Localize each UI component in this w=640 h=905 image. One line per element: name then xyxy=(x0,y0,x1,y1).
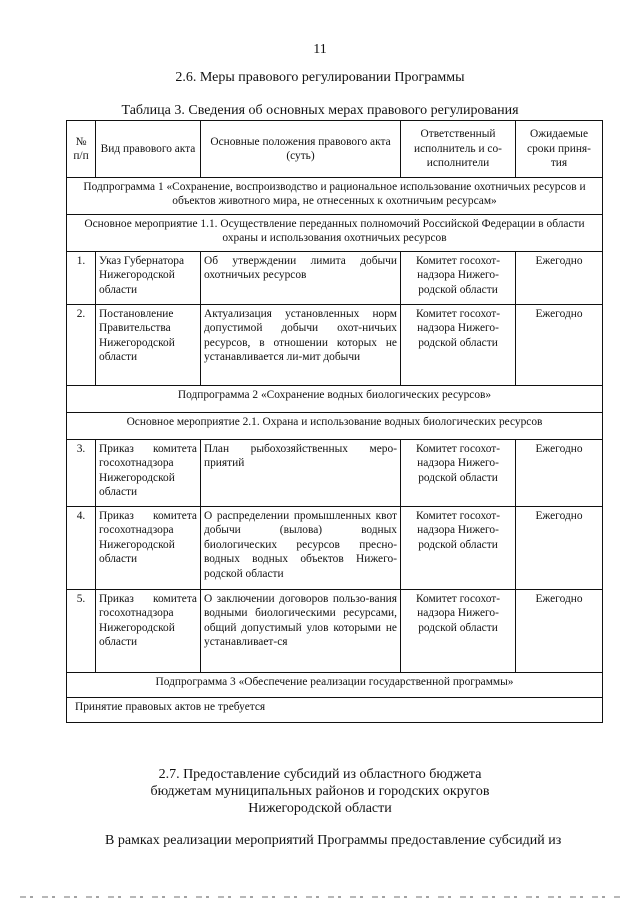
measure-row xyxy=(67,413,603,440)
subprogram-row xyxy=(67,673,603,698)
row-terms: Ежегодно xyxy=(516,440,603,507)
row-executor: Комитет госохот-надзора Нижего-родской области xyxy=(401,252,516,305)
row-num: 3. xyxy=(67,440,96,507)
table-row xyxy=(67,590,603,673)
row-executor: Комитет госохот-надзора Нижего-родской области xyxy=(401,507,516,590)
legal-measures-table xyxy=(66,120,603,723)
subprogram-row xyxy=(67,386,603,413)
row-executor: Комитет госохот-надзора Нижего-родской области xyxy=(401,590,516,673)
subsection-title-line: Нижегородской области xyxy=(248,801,392,816)
row-act: Приказ комитета госохотнадзора Нижегородской области xyxy=(96,507,201,590)
header-act-type: Вид правового акта xyxy=(96,121,201,178)
no-acts-note: Принятие правовых актов не требуется xyxy=(67,698,603,723)
row-provisions: План рыбохозяйственных меро-приятий xyxy=(201,440,401,507)
row-act: Приказ комитета госохотнадзора Нижегородской области xyxy=(96,440,201,507)
table-row xyxy=(67,507,603,590)
row-terms: Ежегодно xyxy=(516,252,603,305)
note-row xyxy=(67,698,603,723)
subsection-title-line: 2.7. Предоставление субсидий из областного бюджета xyxy=(158,767,482,782)
subprogram-1: Подпрограмма 1 «Сохранение, воспроизводство и рациональное использование охотничьих ресурсов и объектов животного мира, не отнесенных к охотничьим ресурсам» xyxy=(67,178,603,215)
row-num: 1. xyxy=(67,252,96,305)
table-header-row xyxy=(67,121,603,178)
measure-2-1: Основное мероприятие 2.1. Охрана и использование водных биологических ресурсов xyxy=(67,413,603,440)
scan-edge-artifact xyxy=(20,896,620,898)
row-num: 2. xyxy=(67,305,96,386)
header-num: № п/п xyxy=(67,121,96,178)
header-terms: Ожидаемые сроки приня-тия xyxy=(516,121,603,178)
row-act: Приказ комитета госохотнадзора Нижегородской области xyxy=(96,590,201,673)
row-num: 4. xyxy=(67,507,96,590)
row-terms: Ежегодно xyxy=(516,305,603,386)
row-terms: Ежегодно xyxy=(516,507,603,590)
header-provisions: Основные положения правового акта (суть) xyxy=(201,121,401,178)
subprogram-row xyxy=(67,178,603,215)
row-executor: Комитет госохот-надзора Нижего-родской области xyxy=(401,440,516,507)
table-row xyxy=(67,440,603,507)
row-executor: Комитет госохот-надзора Нижего-родской области xyxy=(401,305,516,386)
row-act: Указ Губернатора Нижегородской области xyxy=(96,252,201,305)
row-provisions: О заключении договоров пользо-вания водными биологическими ресурсами, общий допустимый улов которыми не устанавливает-ся xyxy=(201,590,401,673)
measure-1-1: Основное мероприятие 1.1. Осуществление переданных полномочий Российской Федерации в области охраны и использования охотничьих ресурсов xyxy=(67,215,603,252)
subsection-title xyxy=(0,766,640,817)
body-paragraph: В рамках реализации мероприятий Программы предоставление субсидий из xyxy=(105,833,562,848)
subprogram-3: Подпрограмма 3 «Обеспечение реализации государственной программы» xyxy=(67,673,603,698)
page-number: 11 xyxy=(313,42,327,57)
row-num: 5. xyxy=(67,590,96,673)
table-row xyxy=(67,305,603,386)
subsection-title-line: бюджетам муниципальных районов и городских округов xyxy=(150,784,490,799)
table-row xyxy=(67,252,603,305)
row-act: Постановление Правительства Нижегородской области xyxy=(96,305,201,386)
row-provisions: Об утверждении лимита добычи охотничьих ресурсов xyxy=(201,252,401,305)
row-provisions: Актуализация установленных норм допустимой добычи охот-ничьих ресурсов, в отношении которых не устанавливается ли-мит добычи xyxy=(201,305,401,386)
header-executor: Ответственный исполнитель и со-исполнители xyxy=(401,121,516,178)
subprogram-2: Подпрограмма 2 «Сохранение водных биологических ресурсов» xyxy=(67,386,603,413)
row-provisions: О распределении промышленных квот добычи (вылова) водных биологических ресурсов пресно-водных водных объектов Нижего-родской области xyxy=(201,507,401,590)
measure-row xyxy=(67,215,603,252)
table-caption: Таблица 3. Сведения об основных мерах правового регулирования xyxy=(121,103,519,118)
section-title: 2.6. Меры правового регулировании Программы xyxy=(175,70,465,85)
row-terms: Ежегодно xyxy=(516,590,603,673)
